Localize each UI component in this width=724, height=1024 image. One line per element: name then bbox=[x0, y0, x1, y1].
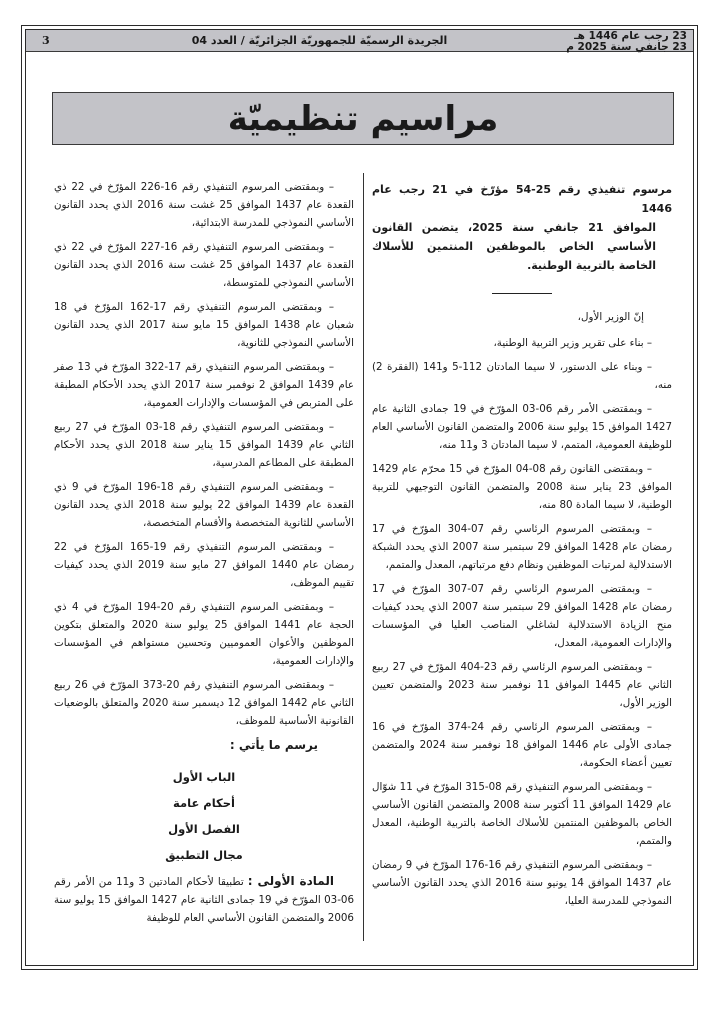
decrees-verb: يرسم ما يأتي : bbox=[229, 738, 318, 752]
section-title-box bbox=[52, 92, 674, 145]
chapter-subtitle: مجال التطبيق bbox=[165, 848, 243, 862]
visa-paragraph: – وبمقتضى المرسوم التنفيذي رقم 16-176 المؤرّخ في 9 رمضان عام 1437 الموافق 14 يونيو سنة 2016 الذي يحدد القانون الأساسي النموذجي للمدرسة العليا، bbox=[372, 859, 672, 907]
title-separator bbox=[492, 293, 552, 294]
visa-paragraph: – وبمقتضى المرسوم التنفيذي رقم 20-194 المؤرّخ في 4 ذي الحجة عام 1441 الموافق 25 يوليو سنة 2020 والمتعلق بتكوين الموظفين والأعوان العموميين وتحسين مستواهم في المؤسسات والإدارات العمومية، bbox=[54, 601, 355, 667]
visa-paragraph: – وبناء على الدستور، لا سيما المادتان 112-5 و141 (الفقرة 2) منه، bbox=[372, 361, 672, 391]
article-1-text: تطبيقا لأحكام المادتين 3 و11 من الأمر رقم 06-03 المؤرّخ في 19 جمادى الثانية عام 1427 الموافق 15 يوليو سنة 2006 والمتضمن القانون الأساسي العام للوظيفة bbox=[54, 876, 355, 924]
column-divider bbox=[363, 173, 364, 941]
visa-paragraph: – وبمقتضى المرسوم التنفيذي رقم 08-315 المؤرّخ في 11 شوّال عام 1429 الموافق 11 أكتوبر سنة 2008 والمتضمن القانون الأساسي الخاص بالموظفين المنتمين للأسلاك الخاصة بالتربية الوطنية، المعدل والمتمم، bbox=[372, 781, 672, 847]
visa-paragraph: – وبمقتضى المرسوم التنفيذي رقم 18-196 المؤرّخ في 9 ذي القعدة عام 1439 الموافق 22 يوليو سنة 2018 الذي يحدد القانون الأساسي للثانوية المتخصصة والأقسام المتخصصة، bbox=[54, 481, 354, 529]
visa-paragraph: – وبمقتضى الأمر رقم 06-03 المؤرّخ في 19 جمادى الثانية عام 1427 الموافق 15 يوليو سنة 2006 والمتضمن القانون الأساسي العام للوظيفة العمومية، المتمم، لا سيما المادتان 3 و11 منه، bbox=[372, 403, 673, 451]
decree-title bbox=[372, 180, 672, 275]
decree-title-first-line: مرسوم تنفيذي رقم 25-54 مؤرّخ في 21 رجب عام 1446 bbox=[372, 183, 673, 215]
page-number: 3 bbox=[42, 34, 50, 47]
left-column bbox=[54, 178, 354, 933]
visa-paragraph: – وبمقتضى المرسوم الرئاسي رقم 23-404 المؤرّخ في 27 ربيع الثاني عام 1445 الموافق 11 نوفمبر سنة 2023 والمتضمن تعيين الوزير الأول، bbox=[372, 661, 672, 709]
visa-paragraph: – وبمقتضى المرسوم الرئاسي رقم 24-374 المؤرّخ في 16 جمادى الأولى عام 1446 الموافق 18 نوفمبر سنة 2024 والمتضمن تعيين أعضاء الحكومة، bbox=[372, 721, 672, 769]
visa-paragraph: – وبمقتضى المرسوم التنفيذي رقم 16-226 المؤرّخ في 22 ذي القعدة عام 1437 الموافق 25 غشت سنة 2016 الذي يحدد القانون الأساسي النموذجي للمدرسة الابتدائية، bbox=[54, 181, 354, 229]
visa-paragraph: – بناء على تقرير وزير التربية الوطنية، bbox=[493, 337, 652, 349]
chapter-title: الفصل الأول bbox=[168, 822, 240, 836]
part-title: الباب الأول bbox=[172, 770, 236, 784]
publication-title: الجريدة الرسميّة للجمهوريّة الجزائريّة / العدد 04 bbox=[191, 34, 448, 47]
visa-paragraph: – وبمقتضى المرسوم التنفيذي رقم 17-162 المؤرّخ في 18 شعبان عام 1438 الموافق 15 مايو سنة 2017 الذي يحدد القانون الأساسي النموذجي للثانوية، bbox=[54, 301, 354, 349]
right-column bbox=[372, 178, 672, 916]
visa-paragraph: – وبمقتضى المرسوم التنفيذي رقم 20-373 المؤرّخ في 26 ربيع الثاني عام 1442 الموافق 12 ديسمبر سنة 2020 والمتعلق بالوضعيات القانونية الأساسية للموظف، bbox=[54, 679, 354, 727]
part-subtitle: أحكام عامة bbox=[173, 796, 235, 810]
page-header bbox=[26, 30, 693, 52]
visa-paragraph: – وبمقتضى المرسوم الرئاسي رقم 07-304 المؤرّخ في 17 رمضان عام 1428 الموافق 29 سبتمبر سنة 2007 الذي يحدد الشبكة الاستدلالية لمرتبات الموظفين ونظام دفع مرتباتهم، المعدل والمتمم، bbox=[372, 523, 672, 571]
gregorian-date: 23 جانفي سنة 2025 م bbox=[566, 41, 687, 53]
article-1-label: المادة الأولى : bbox=[247, 874, 334, 888]
decree-title-rest: الموافق 21 جانفي سنة 2025، يتضمن القانون الأساسي الخاص بالموظفين المنتمين للأسلاك الخاصة بالتربية الوطنية. bbox=[372, 221, 657, 272]
visa-paragraph: – وبمقتضى المرسوم التنفيذي رقم 18-03 المؤرّخ في 27 ربيع الثاني عام 1439 الموافق 15 يناير سنة 2018 الذي يحدد الأحكام المطبقة على المطاعم المدرسية، bbox=[54, 421, 354, 469]
visa-paragraph: – وبمقتضى القانون رقم 08-04 المؤرّخ في 15 محرّم عام 1429 الموافق 23 يناير سنة 2008 والمتضمن القانون التوجيهي للتربية الوطنية، لا سيما المادة 80 منه، bbox=[372, 463, 672, 511]
visa-paragraph: – وبمقتضى المرسوم التنفيذي رقم 17-322 المؤرّخ في 13 صفر عام 1439 الموافق 2 نوفمبر سنة 2017 الذي يحدد الأحكام المطبقة على المتربص في المؤسسات والإدارات العمومية، bbox=[54, 361, 354, 409]
visa-paragraph: – وبمقتضى المرسوم التنفيذي رقم 16-227 المؤرّخ في 22 ذي القعدة عام 1437 الموافق 25 غشت سنة 2016 الذي يحدد القانون الأساسي النموذجي للمتوسطة، bbox=[54, 241, 354, 289]
section-title: مراسيم تنظيميّة bbox=[227, 99, 499, 139]
decree-intro: إنّ الوزير الأول، bbox=[577, 311, 644, 323]
visa-paragraph: – وبمقتضى المرسوم التنفيذي رقم 19-165 المؤرّخ في 22 رمضان عام 1440 الموافق 27 مايو سنة 2019 الذي يحدد كيفيات تقييم الموظف، bbox=[54, 541, 354, 589]
hijri-date: 23 رجب عام 1446 هـ bbox=[574, 30, 687, 42]
article-1 bbox=[54, 872, 354, 927]
visa-paragraph: – وبمقتضى المرسوم الرئاسي رقم 07-307 المؤرّخ في 17 رمضان عام 1428 الموافق 29 سبتمبر سنة 2007 الذي يحدد كيفيات منح الزيادة الاستدلالية لشاغلي المناصب العليا في المؤسسات والإدارات العمومية، المعدل، bbox=[372, 583, 672, 649]
